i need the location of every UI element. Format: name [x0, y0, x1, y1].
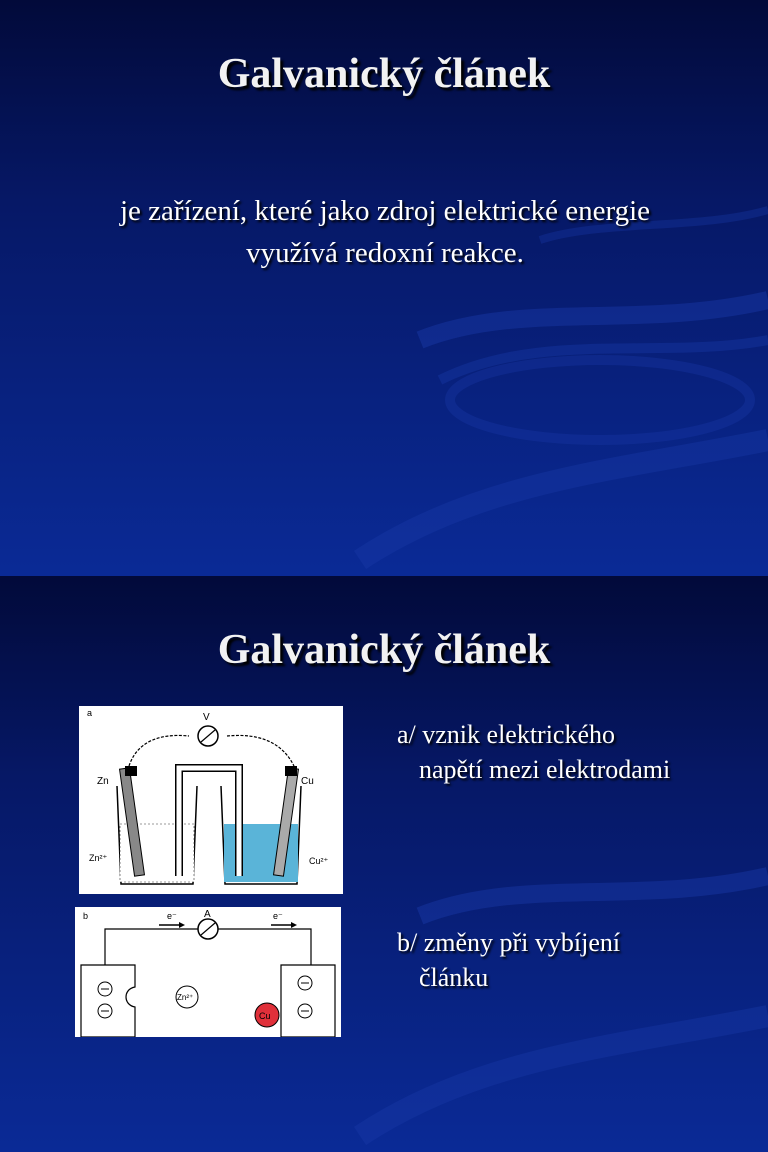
definition-text: [60, 190, 710, 274]
figure-b-discharge: [75, 907, 341, 1037]
bullet-b-line-1: b/ změny při vybíjení: [397, 928, 621, 957]
figure-a-galvanic-cell: [79, 706, 343, 894]
bullet-b: [397, 925, 737, 995]
zinc-ion-label: Zn²⁺: [89, 853, 108, 863]
electron-label-right: e⁻: [273, 911, 283, 921]
bullet-a-line-2: napětí mezi elektrodami: [419, 755, 671, 784]
bullet-a-line-1: a/ vznik elektrického: [397, 720, 616, 749]
definition-line-2: využívá redoxní reakce.: [246, 237, 524, 269]
electron-label-left: e⁻: [167, 911, 177, 921]
bullet-b-line-2: článku: [419, 963, 489, 992]
figure-a-panel-label: a: [87, 708, 93, 718]
copper-ion-label: Cu²⁺: [309, 856, 329, 866]
copper-b-label: Cu: [259, 1011, 271, 1021]
ammeter-label: A: [204, 909, 211, 920]
slide-2: [0, 576, 768, 1152]
bullet-a: [397, 717, 737, 787]
zinc-ion-b-label: Zn²⁺: [177, 993, 194, 1002]
slide-title: Galvanický článek: [217, 627, 551, 673]
zinc-electrode-label: Zn: [97, 776, 109, 787]
copper-electrode-label: Cu: [301, 776, 314, 787]
voltmeter-label: V: [203, 712, 210, 723]
slide-title: Galvanický článek: [217, 51, 551, 97]
figure-b-panel-label: b: [83, 911, 89, 921]
definition-line-1: je zařízení, které jako zdroj elektrické energie: [119, 195, 651, 227]
